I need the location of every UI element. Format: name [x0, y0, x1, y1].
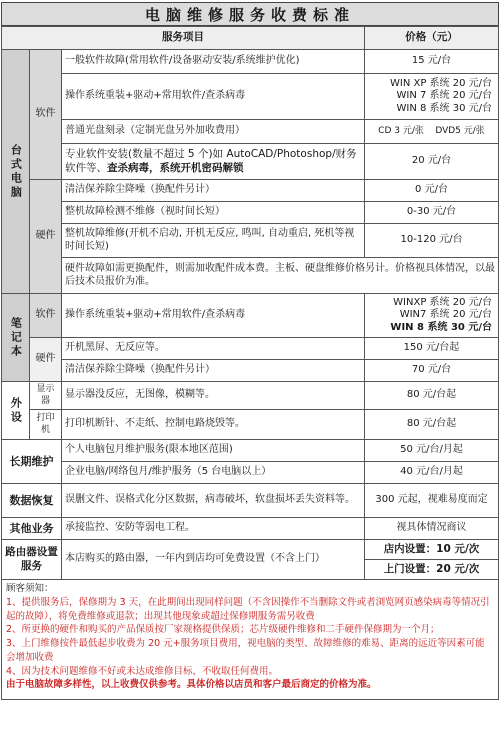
row-item: 误删文件、误格式化分区数据，病毒破坏，软盘损坏丢失资料等。 [62, 484, 365, 518]
table-row [2, 180, 499, 202]
row-item: 操作系统重装+驱动+常用软件/查杀病毒 [62, 74, 365, 120]
row-note: 硬件故障如需更换配件，则需加收配件成本费。主板、硬盘维修价格另计。价格视具体情况，以最后技术员报价为准。 [62, 258, 499, 294]
table-row [2, 440, 499, 462]
table-row [2, 382, 499, 410]
customer-notes [1, 580, 499, 700]
table-row [2, 224, 499, 258]
row-price: 50 元/台/月起 [365, 440, 499, 462]
table-header-row [2, 27, 499, 50]
row-item: 一般软件故障(常用软件/设备驱动安装/系统维护优化) [62, 50, 365, 74]
row-item: 企业电脑/网络包月/维护服务（5 台电脑以上） [62, 462, 365, 484]
note-item: 3、上门维修按件最低起步收费为 20 元+服务项目费用，视电脑的类型、故障维修的难易、距离的远近等因素可能会增加收费 [6, 638, 485, 663]
row-price: 0 元/台 [365, 180, 499, 202]
row-price-lines: WIN XP 系统 20 元/台 WIN 7 系统 20 元/台 WIN 8 系统 30 元/台 [365, 74, 499, 120]
row-price: 20 元/台 [365, 144, 499, 180]
row-item: 开机黑屏、无反应等。 [62, 338, 365, 360]
row-price: 80 元/台起 [365, 382, 499, 410]
category-recovery: 数据恢复 [2, 484, 62, 518]
row-price-store: 店内设置：10 元/次 [365, 540, 499, 560]
row-item: 清洁保养除尘降噪（换配件另计） [62, 180, 365, 202]
table-row [2, 462, 499, 484]
row-price: 300 元起，视难易度而定 [365, 484, 499, 518]
sub-laptop-hardware: 硬件 [30, 338, 62, 382]
row-item: 显示器没反应，无图像，模糊等。 [62, 382, 365, 410]
category-desktop: 台式电脑 [2, 50, 30, 294]
row-price-lines: WINXP 系统 20 元/台 WIN7 系统 20 元/台 WIN 8 系统 30 元/台 [365, 294, 499, 338]
table-row [2, 540, 499, 560]
row-item: 整机故障检测不维修（视时间长短） [62, 202, 365, 224]
row-price: 150 元/台起 [365, 338, 499, 360]
table-row [2, 410, 499, 440]
row-item: 清洁保养除尘降噪（换配件另计） [62, 360, 365, 382]
sub-desktop-software: 软件 [30, 50, 62, 180]
row-price-home: 上门设置：20 元/次 [365, 560, 499, 580]
row-item: 个人电脑包月维护服务(限本地区范围) [62, 440, 365, 462]
table-row [2, 360, 499, 382]
category-peripheral: 外设 [2, 382, 30, 440]
row-price: 40 元/台/月起 [365, 462, 499, 484]
table-row [2, 518, 499, 540]
table-row [2, 484, 499, 518]
row-price: 15 元/台 [365, 50, 499, 74]
category-longterm: 长期维护 [2, 440, 62, 484]
row-price: 70 元/台 [365, 360, 499, 382]
row-price-split: CD 3 元/张 DVD5 元/张 [365, 120, 499, 144]
table-row [2, 120, 499, 144]
note-item: 1、提供服务后，保修期为 3 天，在此期间出现同样问题（不含因操作不当删除文件或者浏览网页感染病毒等情况引起的故障），将免费维修或退款；出现其他现象或超过保修期服务需另收费 [6, 596, 490, 622]
row-item: 普通光盘刻录（定制光盘另外加收费用） [62, 120, 365, 144]
note-item: 2、所更换的硬件和购买的产品保质按厂家规格提供保质；芯片级硬件维修和二手硬件保修期为一个月； [6, 624, 440, 636]
price-table [1, 26, 499, 580]
table-row [2, 202, 499, 224]
header-price: 价格（元） [365, 27, 499, 50]
header-item: 服务项目 [2, 27, 365, 50]
table-row [2, 74, 499, 120]
category-laptop: 笔记本 [2, 294, 30, 382]
row-price: 视具体情况商议 [365, 518, 499, 540]
sub-monitor: 显示器 [30, 382, 62, 410]
notes-final: 由于电脑故障多样性，以上收费仅供参考。具体价格以店员和客户最后商定的价格为准。 [6, 679, 377, 691]
category-router: 路由器设置服务 [2, 540, 62, 580]
notes-heading: 顾客须知： [6, 583, 54, 594]
row-item: 本店购买的路由器，一年内到店均可免费设置（不含上门） [62, 540, 365, 580]
row-item: 操作系统重装+驱动+常用软件/查杀病毒 [62, 294, 365, 338]
table-row [2, 144, 499, 180]
row-item: 承接监控、安防等弱电工程。 [62, 518, 365, 540]
row-price: 0-30 元/台 [365, 202, 499, 224]
note-item: 4、因为技术问题维修不好或未达成维修目标，不收取任何费用。 [6, 665, 279, 677]
page-title: 电脑维修服务收费标准 [1, 2, 499, 26]
sub-desktop-hardware: 硬件 [30, 180, 62, 294]
sub-printer: 打印机 [30, 410, 62, 440]
table-row [2, 258, 499, 294]
category-other: 其他业务 [2, 518, 62, 540]
table-row [2, 50, 499, 74]
row-item: 打印机断针、不走纸、控制电路烧毁等。 [62, 410, 365, 440]
table-row [2, 338, 499, 360]
sub-laptop-software: 软件 [30, 294, 62, 338]
row-price: 10-120 元/台 [365, 224, 499, 258]
row-item: 整机故障维修(开机不启动, 开机无反应, 鸣叫, 自动重启, 死机等视时间长短) [62, 224, 365, 258]
row-item: 专业软件安装(数量不超过 5 个)如 AutoCAD/Photoshop/财务软件等、查杀病毒，系统开机密码解锁 [62, 144, 365, 180]
row-price: 80 元/台起 [365, 410, 499, 440]
table-row [2, 294, 499, 338]
